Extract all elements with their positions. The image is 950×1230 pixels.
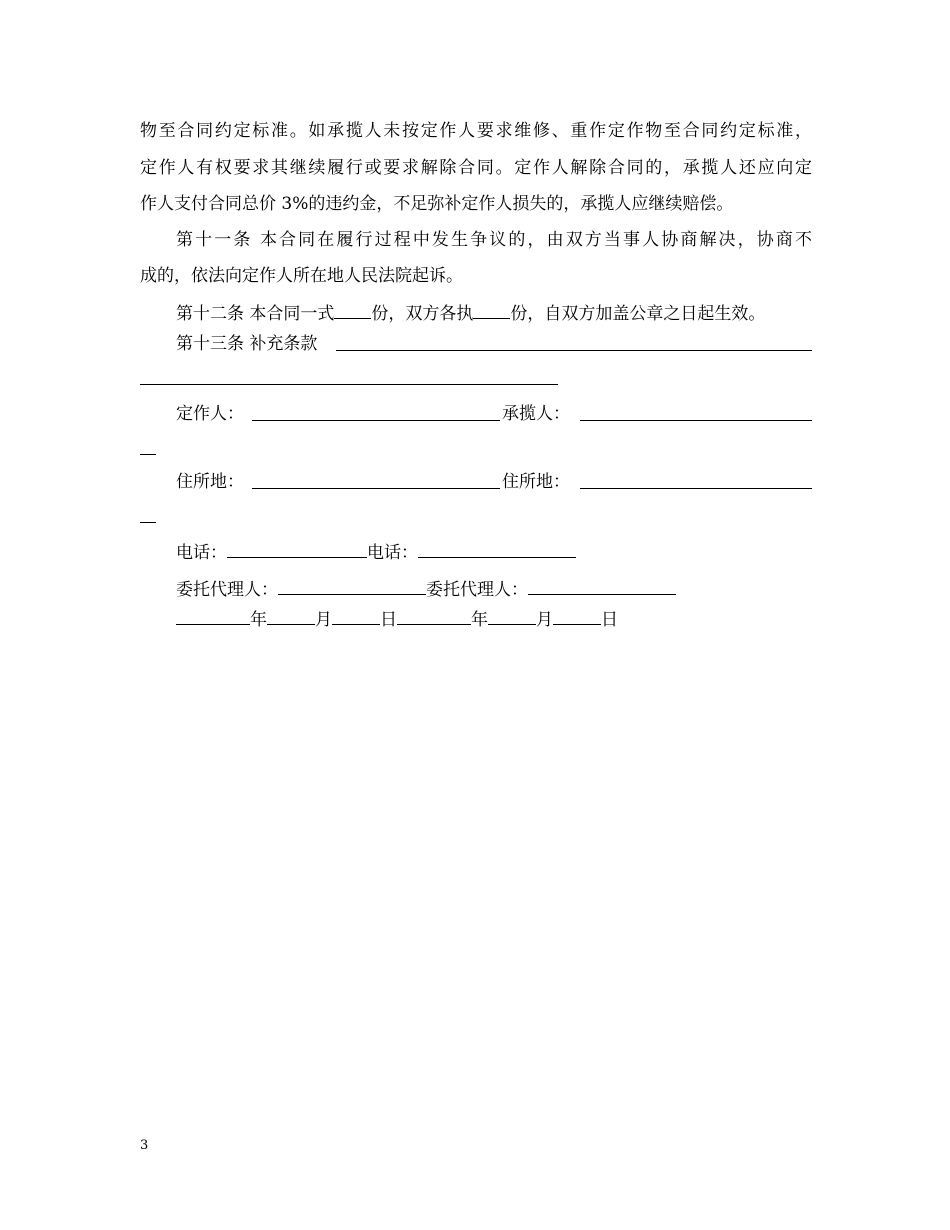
supplementary-terms-blank[interactable] [336, 350, 812, 351]
article-11-line: 成的，依法向定作人所在地人民法院起诉。 [140, 266, 463, 286]
undertaker-agent-label: 委托代理人： [426, 580, 528, 600]
undertaker-name-blank[interactable] [580, 420, 812, 421]
undertaker-address-blank-wrap[interactable] [140, 522, 156, 523]
contractor-agent-label: 委托代理人： [176, 580, 278, 600]
article-12-text: 份，自双方加盖公章之日起生效。 [510, 304, 766, 324]
contractor-agent-blank[interactable] [278, 577, 426, 595]
day-blank[interactable] [332, 607, 380, 625]
phone-row [176, 540, 812, 564]
date-row [176, 607, 812, 631]
contractor-name-blank[interactable] [252, 420, 500, 421]
article-13 [176, 333, 812, 355]
contractor-phone-label: 电话： [176, 543, 227, 563]
article-11-line: 第十一条 本合同在履行过程中发生争议的，由双方当事人协商解决，协商不 [176, 230, 812, 250]
copies-total-blank[interactable] [334, 301, 371, 319]
undertaker-name-blank-wrap[interactable] [140, 454, 156, 455]
undertaker-address-blank[interactable] [580, 488, 812, 489]
supplementary-terms-blank[interactable] [140, 384, 558, 385]
contractor-phone-blank[interactable] [227, 540, 367, 558]
month-label: 月 [536, 610, 553, 630]
month-blank[interactable] [488, 607, 536, 625]
page-number: 3 [140, 1138, 149, 1153]
undertaker-phone-label: 电话： [367, 543, 418, 563]
article-13-label: 第十三条 补充条款 [176, 334, 318, 354]
month-blank[interactable] [267, 607, 315, 625]
year-label: 年 [250, 610, 267, 630]
paragraph-line: 定作人有权要求其继续履行或要求解除合同。定作人解除合同的，承揽人还应向定 [140, 158, 812, 178]
year-label: 年 [471, 610, 488, 630]
article-12-text: 第十二条 本合同一式 [176, 304, 335, 324]
contractor-address-blank[interactable] [252, 488, 500, 489]
paragraph-line: 作人支付合同总价 3%的违约金，不足弥补定作人损失的，承揽人应继续赔偿。 [140, 194, 734, 214]
year-blank[interactable] [397, 607, 471, 625]
day-blank[interactable] [553, 607, 601, 625]
day-label: 日 [601, 610, 618, 630]
undertaker-agent-blank[interactable] [528, 577, 676, 595]
contractor-address-label: 住所地： [176, 472, 244, 492]
address-row [176, 471, 812, 493]
undertaker-label: 承揽人： [502, 404, 570, 424]
party-row [176, 403, 812, 425]
copies-each-blank[interactable] [473, 301, 510, 319]
undertaker-phone-blank[interactable] [418, 540, 576, 558]
article-12-text: 份，双方各执 [371, 304, 474, 324]
year-blank[interactable] [176, 607, 250, 625]
month-label: 月 [315, 610, 332, 630]
article-12 [176, 301, 812, 325]
agent-row [176, 577, 812, 601]
day-label: 日 [380, 610, 397, 630]
contractor-label: 定作人： [176, 404, 244, 424]
paragraph-line: 物至合同约定标准。如承揽人未按定作人要求维修、重作定作物至合同约定标准， [140, 121, 812, 141]
undertaker-address-label: 住所地： [502, 472, 570, 492]
